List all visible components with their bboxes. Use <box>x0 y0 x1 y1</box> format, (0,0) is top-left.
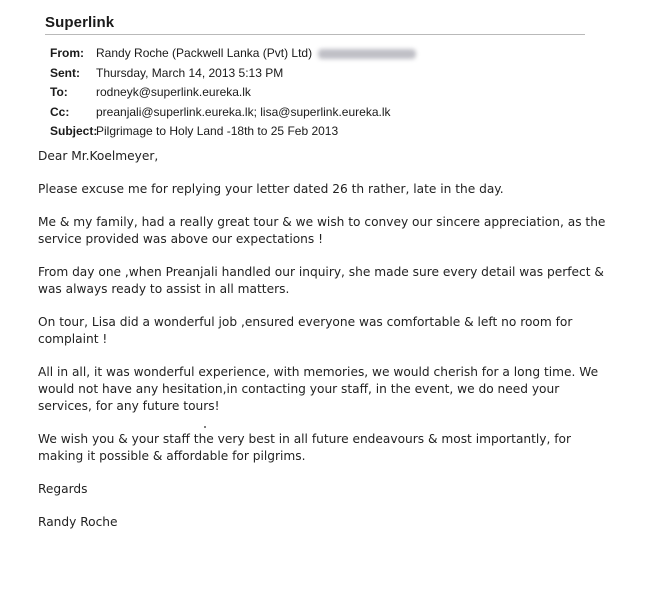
signature: Randy Roche <box>38 515 118 529</box>
from-label: From: <box>50 46 84 60</box>
letter-body <box>38 148 608 547</box>
paragraph: We wish you & your staff the very best in all future endeavours & most importantly, for making it possible & affordable for pilgrims. <box>38 432 572 463</box>
cc-row <box>50 103 416 123</box>
sent-label: Sent: <box>50 65 80 80</box>
paragraph: All in all, it was wonderful experience, with memories, we would cherish for a long time. We would not have any hesitation,in contacting your staff, in the event, we do need your services, for any future tours! <box>38 365 599 413</box>
greeting: Dear Mr.Koelmeyer, <box>38 149 159 163</box>
to-value: rodneyk@superlink.eureka.lk <box>96 85 251 99</box>
cc-value: preanjali@superlink.eureka.lk; lisa@superlink.eureka.lk <box>96 104 391 119</box>
from-value-wrap <box>96 44 416 64</box>
closing: Regards <box>38 482 88 496</box>
subject-row <box>50 122 416 142</box>
redacted-email <box>318 49 416 59</box>
organization-name: Superlink <box>45 14 115 31</box>
subject-label: Subject: <box>50 124 98 138</box>
cc-label: Cc: <box>50 104 70 119</box>
paragraph: On tour, Lisa did a wonderful job ,ensured everyone was comfortable & left no room for complaint ! <box>38 315 573 346</box>
to-label: To: <box>50 85 68 99</box>
sent-row <box>50 64 416 84</box>
paragraph: Please excuse me for replying your letter dated 26 th rather, late in the day. <box>38 182 504 196</box>
to-row <box>50 83 416 103</box>
subject-value: Pilgrimage to Holy Land -18th to 25 Feb 2013 <box>96 124 339 138</box>
email-header-block <box>50 44 416 142</box>
from-row <box>50 44 416 64</box>
header-divider <box>45 34 585 35</box>
from-value: Randy Roche (Packwell Lanka (Pvt) Ltd) <box>96 46 313 60</box>
paragraph: Me & my family, had a really great tour & we wish to convey our sincere appreciation, as the service provided was above our expectations ! <box>38 215 606 246</box>
sent-value: Thursday, March 14, 2013 5:13 PM <box>96 65 284 80</box>
paragraph: From day one ,when Preanjali handled our inquiry, she made sure every detail was perfect & was always ready to assist in all matters. <box>38 265 604 296</box>
scan-speck <box>204 426 206 428</box>
